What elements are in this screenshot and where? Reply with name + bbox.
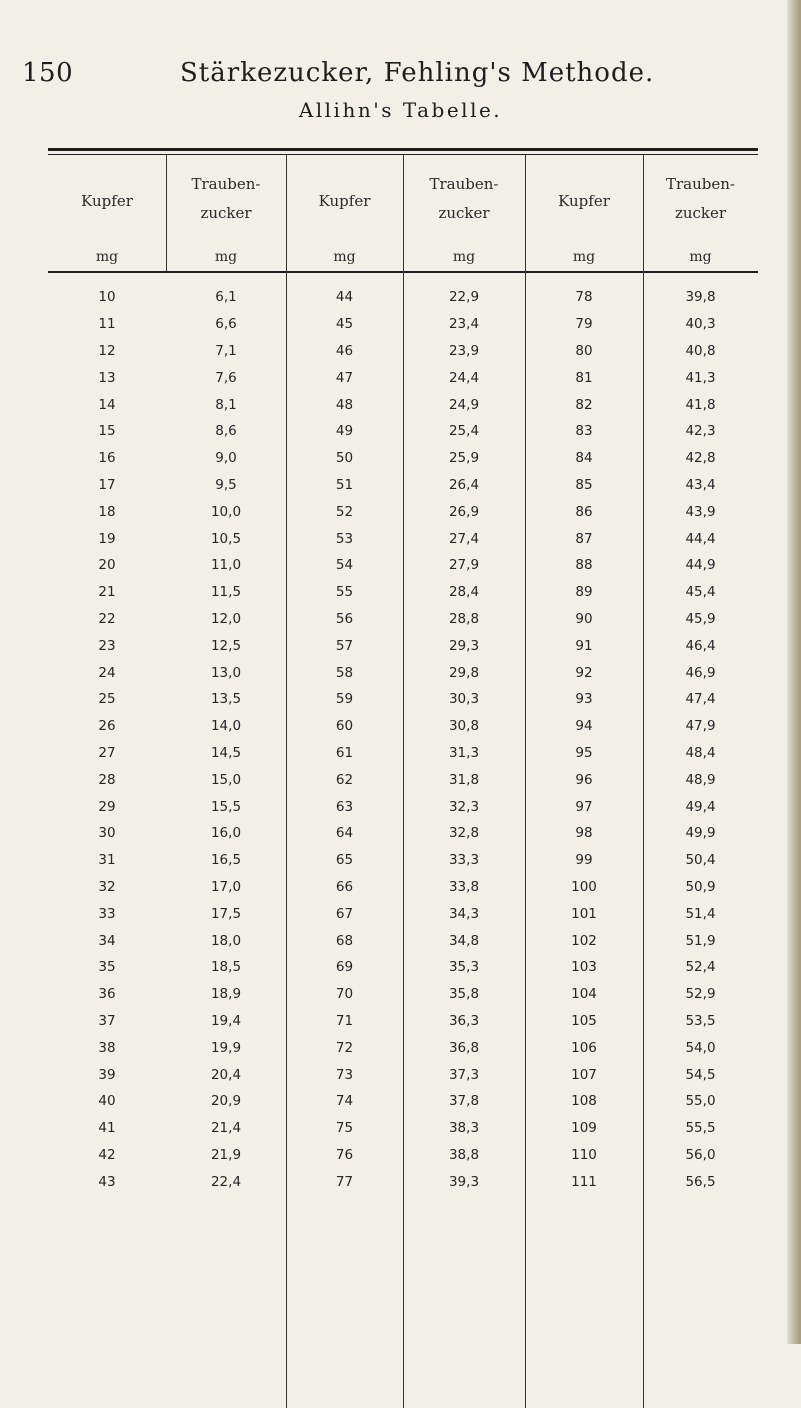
traubenzucker-cell: 33,3 (448, 852, 480, 869)
kupfer-cell: 38 (98, 1039, 116, 1056)
traubenzucker-cell: 30,8 (448, 718, 480, 735)
kupfer-cell: 41 (98, 1120, 116, 1137)
kupfer-cell: 52 (335, 503, 354, 520)
kupfer-cell: 60 (335, 718, 354, 735)
traubenzucker-cell: 23,4 (448, 316, 480, 333)
traubenzucker-cell: 15,5 (210, 798, 242, 815)
kupfer-cell: 110 (571, 1146, 597, 1163)
traubenzucker-cell: 28,4 (448, 584, 480, 601)
traubenzucker-cell: 37,3 (448, 1066, 480, 1083)
traubenzucker-cell: 51,9 (685, 932, 716, 949)
kupfer-cell: 43 (98, 1173, 116, 1190)
traubenzucker-cell: 18,0 (210, 932, 242, 949)
kupfer-cell: 15 (98, 423, 116, 440)
traubenzucker-cell: 6,6 (215, 316, 237, 333)
kupfer-cell: 22 (98, 610, 116, 627)
traubenzucker-cell: 41,8 (685, 396, 716, 413)
kupfer-cell: 100 (571, 878, 597, 895)
table-row (48, 391, 758, 418)
kupfer-cell: 79 (575, 316, 593, 333)
traubenzucker-cell: 55,0 (685, 1093, 716, 1110)
kupfer-cell: 19 (98, 530, 116, 547)
kupfer-cell: 20 (98, 557, 116, 574)
header-col-5 (525, 155, 643, 271)
header-col-6 (643, 155, 758, 271)
traubenzucker-cell: 28,8 (448, 610, 480, 627)
traubenzucker-cell: 12,5 (210, 637, 242, 654)
kupfer-cell: 63 (335, 798, 354, 815)
kupfer-cell: 50 (335, 450, 354, 467)
traubenzucker-cell: 39,3 (448, 1173, 480, 1190)
kupfer-cell: 81 (575, 369, 593, 386)
traubenzucker-cell: 14,0 (210, 718, 242, 735)
traubenzucker-cell: 26,4 (448, 476, 480, 493)
kupfer-cell: 91 (575, 637, 593, 654)
kupfer-cell: 84 (575, 450, 593, 467)
kupfer-cell: 12 (98, 342, 116, 359)
traubenzucker-cell: 13,5 (210, 691, 242, 708)
table-row (48, 659, 758, 686)
traubenzucker-cell: 25,9 (448, 450, 480, 467)
traubenzucker-cell: 10,0 (210, 503, 242, 520)
kupfer-cell: 33 (98, 905, 116, 922)
traubenzucker-cell: 34,3 (448, 905, 480, 922)
traubenzucker-cell: 14,5 (210, 744, 242, 761)
table-row (48, 713, 758, 740)
kupfer-cell: 68 (335, 932, 354, 949)
traubenzucker-cell: 36,8 (448, 1039, 480, 1056)
header-col-4-name: Trauben- (429, 175, 499, 193)
traubenzucker-cell: 13,0 (210, 664, 242, 681)
kupfer-cell: 61 (335, 744, 354, 761)
traubenzucker-cell: 46,9 (685, 664, 716, 681)
table-row (48, 632, 758, 659)
kupfer-cell: 76 (335, 1146, 354, 1163)
traubenzucker-cell: 8,1 (215, 396, 237, 413)
table-row (48, 740, 758, 767)
kupfer-cell: 17 (98, 476, 116, 493)
traubenzucker-cell: 49,4 (685, 798, 716, 815)
traubenzucker-cell: 46,4 (685, 637, 716, 654)
kupfer-cell: 94 (575, 718, 593, 735)
traubenzucker-cell: 22,9 (448, 289, 480, 306)
running-title: Stärkezucker, Fehling's Methode. (180, 58, 655, 88)
kupfer-cell: 27 (98, 744, 116, 761)
traubenzucker-cell: 47,4 (685, 691, 716, 708)
header-col-6-unit: mg (689, 249, 712, 265)
kupfer-cell: 93 (575, 691, 593, 708)
page-edge (787, 0, 801, 1344)
header-col-4 (403, 155, 525, 271)
traubenzucker-cell: 33,8 (448, 878, 480, 895)
kupfer-cell: 21 (98, 584, 116, 601)
traubenzucker-cell: 51,4 (685, 905, 716, 922)
table-row (48, 284, 758, 311)
kupfer-cell: 72 (335, 1039, 354, 1056)
header-col-2 (166, 155, 286, 271)
traubenzucker-cell: 23,9 (448, 342, 480, 359)
table-row (48, 525, 758, 552)
traubenzucker-cell: 11,5 (210, 584, 242, 601)
traubenzucker-cell: 20,4 (210, 1066, 242, 1083)
kupfer-cell: 39 (98, 1066, 116, 1083)
table-row (48, 1168, 758, 1195)
table-row (48, 552, 758, 579)
table-top-rule (48, 148, 758, 151)
table-row (48, 1061, 758, 1088)
traubenzucker-cell: 32,8 (448, 825, 480, 842)
traubenzucker-cell: 16,5 (210, 852, 242, 869)
traubenzucker-cell: 50,4 (685, 852, 716, 869)
table-row (48, 364, 758, 391)
table-row (48, 793, 758, 820)
kupfer-cell: 85 (575, 476, 593, 493)
traubenzucker-cell: 49,9 (685, 825, 716, 842)
kupfer-cell: 90 (575, 610, 593, 627)
traubenzucker-cell: 30,3 (448, 691, 480, 708)
table-row (48, 981, 758, 1008)
traubenzucker-cell: 9,5 (215, 476, 237, 493)
traubenzucker-cell: 29,8 (448, 664, 480, 681)
traubenzucker-cell: 43,4 (685, 476, 716, 493)
kupfer-cell: 34 (98, 932, 116, 949)
traubenzucker-cell: 36,3 (448, 1012, 480, 1029)
kupfer-cell: 77 (335, 1173, 354, 1190)
traubenzucker-cell: 25,4 (448, 423, 480, 440)
kupfer-cell: 66 (335, 878, 354, 895)
kupfer-cell: 49 (335, 423, 354, 440)
kupfer-cell: 87 (575, 530, 593, 547)
traubenzucker-cell: 11,0 (210, 557, 242, 574)
kupfer-cell: 16 (98, 450, 116, 467)
kupfer-cell: 96 (575, 771, 593, 788)
traubenzucker-cell: 31,3 (448, 744, 480, 761)
traubenzucker-cell: 38,3 (448, 1120, 480, 1137)
traubenzucker-cell: 43,9 (685, 503, 716, 520)
traubenzucker-cell: 56,5 (685, 1173, 716, 1190)
kupfer-cell: 25 (98, 691, 116, 708)
traubenzucker-cell: 24,9 (448, 396, 480, 413)
kupfer-cell: 48 (335, 396, 354, 413)
kupfer-cell: 80 (575, 342, 593, 359)
table-row (48, 418, 758, 445)
kupfer-cell: 71 (335, 1012, 354, 1029)
kupfer-cell: 58 (335, 664, 354, 681)
traubenzucker-cell: 35,8 (448, 986, 480, 1003)
traubenzucker-cell: 40,8 (685, 342, 716, 359)
traubenzucker-cell: 19,4 (210, 1012, 242, 1029)
header-col-3-unit: mg (333, 249, 356, 265)
header-col-2-name-line2: zucker (200, 204, 252, 222)
header-col-2-name: Trauben- (191, 175, 261, 193)
traubenzucker-cell: 6,1 (215, 289, 237, 306)
table-row (48, 338, 758, 365)
kupfer-cell: 88 (575, 557, 593, 574)
table-row (48, 1008, 758, 1035)
traubenzucker-cell: 54,5 (685, 1066, 716, 1083)
kupfer-cell: 55 (335, 584, 354, 601)
header-col-6-name: Trauben- (666, 175, 735, 193)
kupfer-cell: 24 (98, 664, 116, 681)
kupfer-cell: 67 (335, 905, 354, 922)
kupfer-cell: 89 (575, 584, 593, 601)
traubenzucker-cell: 19,9 (210, 1039, 242, 1056)
kupfer-cell: 65 (335, 852, 354, 869)
kupfer-cell: 36 (98, 986, 116, 1003)
kupfer-cell: 59 (335, 691, 354, 708)
table-row (48, 874, 758, 901)
kupfer-cell: 23 (98, 637, 116, 654)
kupfer-cell: 40 (98, 1093, 116, 1110)
header-col-2-unit: mg (214, 249, 238, 265)
header-col-1-name: Kupfer (81, 192, 133, 210)
traubenzucker-cell: 16,0 (210, 825, 242, 842)
table-row (48, 927, 758, 954)
kupfer-cell: 10 (98, 289, 116, 306)
kupfer-cell: 26 (98, 718, 116, 735)
traubenzucker-cell: 7,1 (215, 342, 237, 359)
kupfer-cell: 35 (98, 959, 116, 976)
traubenzucker-cell: 21,9 (210, 1146, 242, 1163)
traubenzucker-cell: 18,9 (210, 986, 242, 1003)
kupfer-cell: 69 (335, 959, 354, 976)
traubenzucker-cell: 34,8 (448, 932, 480, 949)
kupfer-cell: 106 (571, 1039, 597, 1056)
traubenzucker-cell: 10,5 (210, 530, 242, 547)
kupfer-cell: 98 (575, 825, 593, 842)
traubenzucker-cell: 32,3 (448, 798, 480, 815)
kupfer-cell: 104 (571, 986, 597, 1003)
traubenzucker-cell: 41,3 (685, 369, 716, 386)
header-col-6-name-line2: zucker (674, 204, 727, 222)
column-divider (166, 155, 167, 271)
kupfer-cell: 46 (335, 342, 354, 359)
kupfer-cell: 82 (575, 396, 593, 413)
traubenzucker-cell: 47,9 (685, 718, 716, 735)
traubenzucker-cell: 42,8 (685, 450, 716, 467)
kupfer-cell: 102 (571, 932, 597, 949)
kupfer-cell: 109 (571, 1120, 597, 1137)
kupfer-cell: 92 (575, 664, 593, 681)
table-row (48, 847, 758, 874)
kupfer-cell: 64 (335, 825, 354, 842)
kupfer-cell: 95 (575, 744, 593, 761)
table-row (48, 1034, 758, 1061)
kupfer-cell: 11 (98, 316, 116, 333)
traubenzucker-cell: 35,3 (448, 959, 480, 976)
traubenzucker-cell: 12,0 (210, 610, 242, 627)
table-row (48, 820, 758, 847)
traubenzucker-cell: 45,4 (685, 584, 716, 601)
kupfer-cell: 74 (335, 1093, 354, 1110)
kupfer-cell: 57 (335, 637, 354, 654)
traubenzucker-cell: 17,5 (210, 905, 242, 922)
kupfer-cell: 103 (571, 959, 597, 976)
kupfer-cell: 78 (575, 289, 593, 306)
table-row (48, 472, 758, 499)
kupfer-cell: 70 (335, 986, 354, 1003)
kupfer-cell: 53 (335, 530, 354, 547)
table-row (48, 686, 758, 713)
traubenzucker-cell: 42,3 (685, 423, 716, 440)
traubenzucker-cell: 44,4 (685, 530, 716, 547)
table-row (48, 1088, 758, 1115)
table-row (48, 579, 758, 606)
traubenzucker-cell: 7,6 (215, 369, 237, 386)
header-col-1 (48, 155, 166, 271)
traubenzucker-cell: 21,4 (210, 1120, 242, 1137)
header-col-3-name: Kupfer (318, 192, 371, 210)
traubenzucker-cell: 52,9 (685, 986, 716, 1003)
traubenzucker-cell: 24,4 (448, 369, 480, 386)
traubenzucker-cell: 18,5 (210, 959, 242, 976)
table-row (48, 606, 758, 633)
kupfer-cell: 111 (571, 1173, 597, 1190)
traubenzucker-cell: 9,0 (215, 450, 237, 467)
kupfer-cell: 83 (575, 423, 593, 440)
header-col-5-unit: mg (572, 249, 596, 265)
table-row (48, 498, 758, 525)
table-row (48, 1115, 758, 1142)
traubenzucker-cell: 20,9 (210, 1093, 242, 1110)
kupfer-cell: 62 (335, 771, 354, 788)
kupfer-cell: 45 (335, 316, 354, 333)
kupfer-cell: 73 (335, 1066, 354, 1083)
traubenzucker-cell: 48,9 (685, 771, 716, 788)
traubenzucker-cell: 29,3 (448, 637, 480, 654)
kupfer-cell: 29 (98, 798, 116, 815)
traubenzucker-cell: 48,4 (685, 744, 716, 761)
header-col-4-name-line2: zucker (438, 204, 490, 222)
kupfer-cell: 108 (571, 1093, 597, 1110)
traubenzucker-cell: 27,9 (448, 557, 480, 574)
traubenzucker-cell: 26,9 (448, 503, 480, 520)
header-col-4-unit: mg (452, 249, 476, 265)
kupfer-cell: 31 (98, 852, 116, 869)
traubenzucker-cell: 39,8 (685, 289, 716, 306)
traubenzucker-cell: 44,9 (685, 557, 716, 574)
traubenzucker-cell: 40,3 (685, 316, 716, 333)
traubenzucker-cell: 15,0 (210, 771, 242, 788)
kupfer-cell: 97 (575, 798, 593, 815)
traubenzucker-cell: 54,0 (685, 1039, 716, 1056)
traubenzucker-cell: 22,4 (210, 1173, 242, 1190)
kupfer-cell: 47 (335, 369, 354, 386)
table-row (48, 900, 758, 927)
page-number: 150 (22, 58, 74, 88)
kupfer-cell: 30 (98, 825, 116, 842)
kupfer-cell: 107 (571, 1066, 597, 1083)
table-row (48, 445, 758, 472)
kupfer-cell: 54 (335, 557, 354, 574)
traubenzucker-cell: 55,5 (685, 1120, 716, 1137)
kupfer-cell: 42 (98, 1146, 116, 1163)
table-body (48, 284, 758, 1195)
traubenzucker-cell: 31,8 (448, 771, 480, 788)
kupfer-cell: 75 (335, 1120, 354, 1137)
traubenzucker-cell: 8,6 (215, 423, 237, 440)
kupfer-cell: 32 (98, 878, 116, 895)
header-col-1-unit: mg (95, 249, 119, 265)
traubenzucker-cell: 52,4 (685, 959, 716, 976)
traubenzucker-cell: 37,8 (448, 1093, 480, 1110)
kupfer-cell: 101 (571, 905, 597, 922)
traubenzucker-cell: 56,0 (685, 1146, 716, 1163)
kupfer-cell: 105 (571, 1012, 597, 1029)
kupfer-cell: 56 (335, 610, 354, 627)
table-row (48, 311, 758, 338)
kupfer-cell: 28 (98, 771, 116, 788)
table-row (48, 954, 758, 981)
kupfer-cell: 44 (335, 289, 354, 306)
kupfer-cell: 18 (98, 503, 116, 520)
kupfer-cell: 13 (98, 369, 116, 386)
traubenzucker-cell: 45,9 (685, 610, 716, 627)
kupfer-cell: 37 (98, 1012, 116, 1029)
header-col-5-name: Kupfer (558, 192, 610, 210)
kupfer-cell: 99 (575, 852, 593, 869)
kupfer-cell: 51 (335, 476, 354, 493)
kupfer-cell: 86 (575, 503, 593, 520)
header-col-3 (286, 155, 403, 271)
traubenzucker-cell: 27,4 (448, 530, 480, 547)
kupfer-cell: 14 (98, 396, 116, 413)
traubenzucker-cell: 38,8 (448, 1146, 480, 1163)
table-row (48, 1142, 758, 1169)
table-title: Allihn's Tabelle. (298, 98, 503, 122)
traubenzucker-cell: 50,9 (685, 878, 716, 895)
traubenzucker-cell: 53,5 (685, 1012, 716, 1029)
traubenzucker-cell: 17,0 (210, 878, 242, 895)
table-row (48, 766, 758, 793)
